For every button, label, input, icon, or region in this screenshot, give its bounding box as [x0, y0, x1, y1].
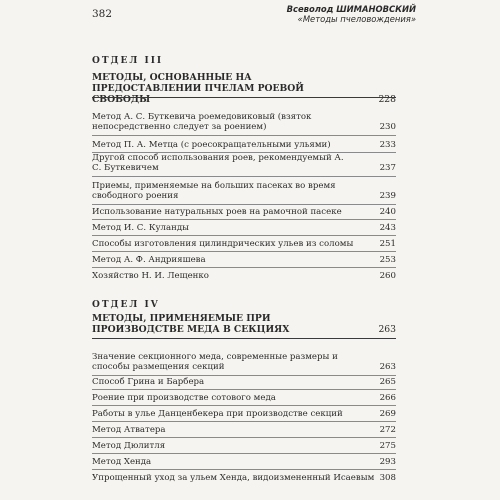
toc-entry-title: Работы в улье Данценбекера при производстве секций — [92, 409, 343, 419]
toc-entry-title: Метод П. А. Метца (с роесокращательными ульями) — [92, 140, 331, 150]
toc-entry — [92, 153, 396, 174]
toc-entry-page: 233 — [379, 140, 396, 150]
section-title-text: МЕТОДЫ, ОСНОВАННЫЕ НА ПРЕДОСТАВЛЕНИИ ПЧЕЛАМ РОЕВОЙ СВОБОДЫ — [92, 72, 304, 105]
toc-entry — [92, 239, 396, 249]
toc-entry — [92, 409, 396, 419]
toc-entry-page: 266 — [379, 393, 396, 403]
toc-entry — [92, 352, 396, 373]
section-title-text: МЕТОДЫ, ПРИМЕНЯЕМЫЕ ПРИ ПРОИЗВОДСТВЕ МЕДА В СЕКЦИЯХ — [92, 313, 290, 335]
toc-entry-page: 240 — [379, 207, 396, 217]
toc-entry-page: 293 — [379, 457, 396, 467]
section-page-number: 263 — [378, 324, 396, 335]
toc-entry-title: Использование натуральных роев на рамочной пасеке — [92, 207, 342, 217]
entry-divider — [92, 176, 396, 177]
toc-entry-page: 251 — [379, 239, 396, 249]
entry-divider — [92, 267, 396, 268]
toc-entry-page: 239 — [379, 191, 396, 202]
toc-entry-page: 230 — [379, 122, 396, 133]
toc-entry-page: 237 — [379, 163, 396, 174]
toc-entry-page: 308 — [379, 473, 396, 483]
entry-divider — [92, 251, 396, 252]
toc-entry-title: Способ Грина и Барбера — [92, 377, 205, 387]
toc-entry-title: Метод Хенда — [92, 457, 152, 467]
toc-entry — [92, 393, 396, 403]
toc-entry — [92, 441, 396, 451]
toc-entry-title: Роение при производстве сотового меда — [92, 393, 276, 403]
toc-entry — [92, 271, 396, 281]
section-label: ОТДЕЛ IV — [92, 300, 160, 310]
toc-entry-title: Другой способ использования роев, рекомендуемый А. С. Буткевичем — [92, 153, 344, 174]
toc-entry — [92, 425, 396, 435]
entry-divider — [92, 219, 396, 220]
toc-entry-title: Хозяйство Н. И. Лещенко — [92, 271, 209, 281]
entry-divider — [92, 135, 396, 136]
toc-entry-title: Метод И. С. Куланды — [92, 223, 189, 233]
entry-divider — [92, 469, 396, 470]
toc-entry-page: 269 — [379, 409, 396, 419]
toc-entry-page: 260 — [379, 271, 396, 281]
toc-entry — [92, 377, 396, 387]
running-head — [287, 4, 416, 24]
toc-entry-page: 243 — [379, 223, 396, 233]
toc-entry-title: Метод Дюлитля — [92, 441, 166, 451]
section-divider — [92, 97, 396, 98]
toc-entry-page: 275 — [379, 441, 396, 451]
toc-entry — [92, 140, 396, 150]
toc-entry-page: 272 — [379, 425, 396, 435]
section-divider — [92, 338, 396, 339]
toc-entry — [92, 181, 396, 202]
running-head-title: «Методы пчеловождения» — [297, 14, 416, 24]
entry-divider — [92, 405, 396, 406]
section-title — [92, 72, 396, 105]
toc-entry-title: Метод Атватера — [92, 425, 166, 435]
entry-divider — [92, 375, 396, 376]
toc-entry — [92, 223, 396, 233]
running-head-author: Всеволод ШИМАНОВСКИЙ — [286, 4, 416, 14]
section-label: ОТДЕЛ III — [92, 56, 164, 66]
section-page-number: 228 — [378, 94, 396, 105]
entry-divider — [92, 389, 396, 390]
toc-entry-title: Способы изготовления цилиндрических ульев из соломы — [92, 239, 354, 249]
toc-entry-page: 253 — [379, 255, 396, 265]
toc-entry-title: Метод А. С. Буткевича роемедовиковый (взяток непосредственно следует за роением) — [92, 112, 312, 133]
page-number: 382 — [92, 8, 113, 20]
toc-entry-title: Приемы, применяемые на больших пасеках во время свободного роения — [92, 181, 336, 202]
toc-entry — [92, 255, 396, 265]
entry-divider — [92, 235, 396, 236]
toc-entry — [92, 457, 396, 467]
toc-entry-title: Упрощенный уход за ульем Хенда, видоизмененный Исаевым — [92, 473, 375, 483]
toc-entry — [92, 207, 396, 217]
toc-entry — [92, 112, 396, 133]
entry-divider — [92, 421, 396, 422]
toc-entry — [92, 473, 396, 483]
toc-entry-page: 265 — [379, 377, 396, 387]
entry-divider — [92, 453, 396, 454]
section-title — [92, 313, 396, 335]
toc-entry-page: 263 — [379, 362, 396, 373]
toc-entry-title: Метод А. Ф. Андрияшева — [92, 255, 206, 265]
entry-divider — [92, 204, 396, 205]
toc-entry-title: Значение секционного меда, современные размеры и способы размещения секций — [92, 352, 338, 373]
entry-divider — [92, 437, 396, 438]
